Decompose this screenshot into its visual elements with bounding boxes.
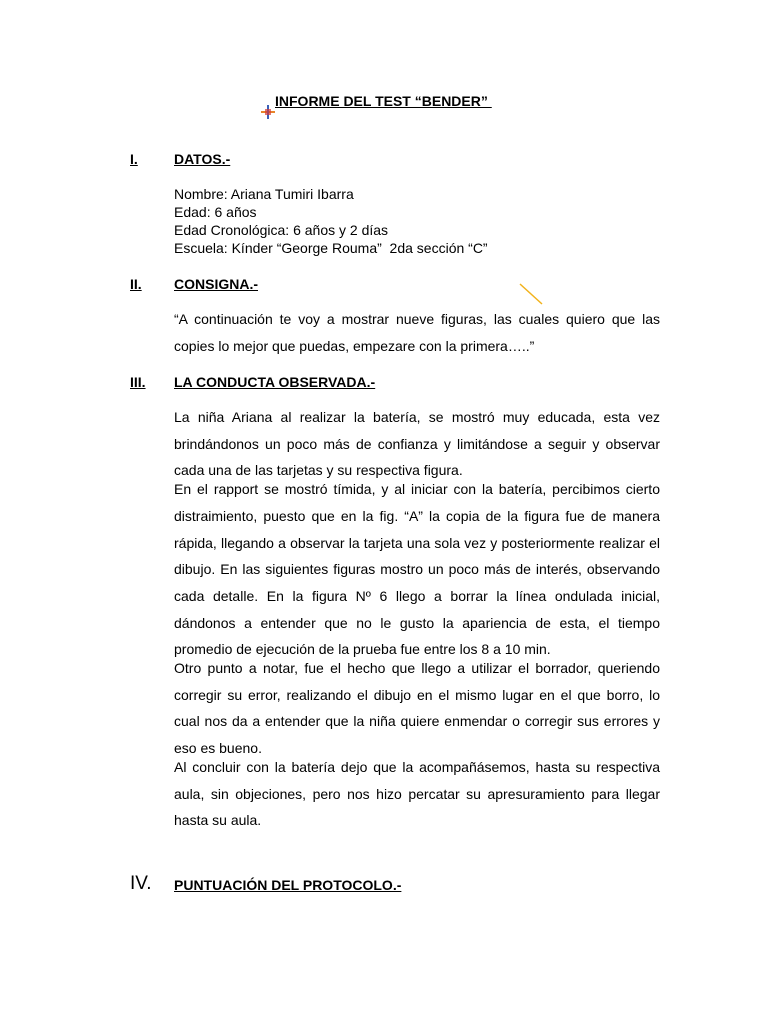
section-title-datos: DATOS.- xyxy=(174,151,231,167)
datos-escuela: Escuela: Kínder “George Rouma” 2da sección “C” xyxy=(174,240,488,256)
datos-edad: Edad: 6 años xyxy=(174,204,257,220)
conducta-body xyxy=(174,404,660,834)
section-number-3: III. xyxy=(130,374,146,390)
section-title-puntuacion: PUNTUACIÓN DEL PROTOCOLO.- xyxy=(174,877,402,893)
conducta-paragraph-2: En el rapport se mostró tímida, y al iniciar con la batería, percibimos cierto distraimiento, puesto que en la fig. “A” la copia de la figura fue de manera rápida, llegando a observar la tarjeta una sola vez y posteriormente realizar el dibujo. En las siguientes figuras mostro un poco más de interés, observando cada detalle. En la figura Nº 6 llego a borrar la línea ondulada inicial, dándonos a entender que no le gusto la apariencia de esta, el tiempo promedio de ejecución de la prueba fue entre los 8 a 10 min. xyxy=(174,481,660,658)
section-number-2: II. xyxy=(130,276,142,292)
document-title: INFORME DEL TEST “BENDER” xyxy=(275,93,492,109)
datos-nombre: Nombre: Ariana Tumiri Ibarra xyxy=(174,186,354,202)
conducta-paragraph-1: La niña Ariana al realizar la batería, se mostró muy educada, esta vez brindándonos un poco más de confianza y limitándose a seguir y observar cada una de las tarjetas y su respectiva figura. xyxy=(174,409,660,479)
section-title-conducta: LA CONDUCTA OBSERVADA.- xyxy=(174,374,376,390)
section-title-consigna: CONSIGNA.- xyxy=(174,276,258,292)
section-number-1: I. xyxy=(130,151,138,167)
datos-edad-cronologica: Edad Cronológica: 6 años y 2 días xyxy=(174,222,389,238)
anchor-marker-icon xyxy=(261,105,275,119)
consigna-paragraph xyxy=(174,306,660,359)
section-number-4: IV. xyxy=(130,873,152,894)
conducta-paragraph-4: Al concluir con la batería dejo que la acompañásemos, hasta su respectiva aula, sin objeciones, pero nos hizo percatar su apresuramiento para llegar hasta su aula. xyxy=(174,758,660,829)
conducta-paragraph-3: Otro punto a notar, fue el hecho que llego a utilizar el borrador, queriendo corregir su error, realizando el dibujo en el mismo lugar en el que borro, lo cual nos da a entender que la niña quiere enmendar o corregir sus errores y eso es bueno. xyxy=(174,660,660,757)
ink-stroke-mark xyxy=(518,282,544,306)
consigna-text: “A continuación te voy a mostrar nueve figuras, las cuales quiero que las copies lo mejor que puedas, empezare con la primera…..” xyxy=(174,311,660,354)
